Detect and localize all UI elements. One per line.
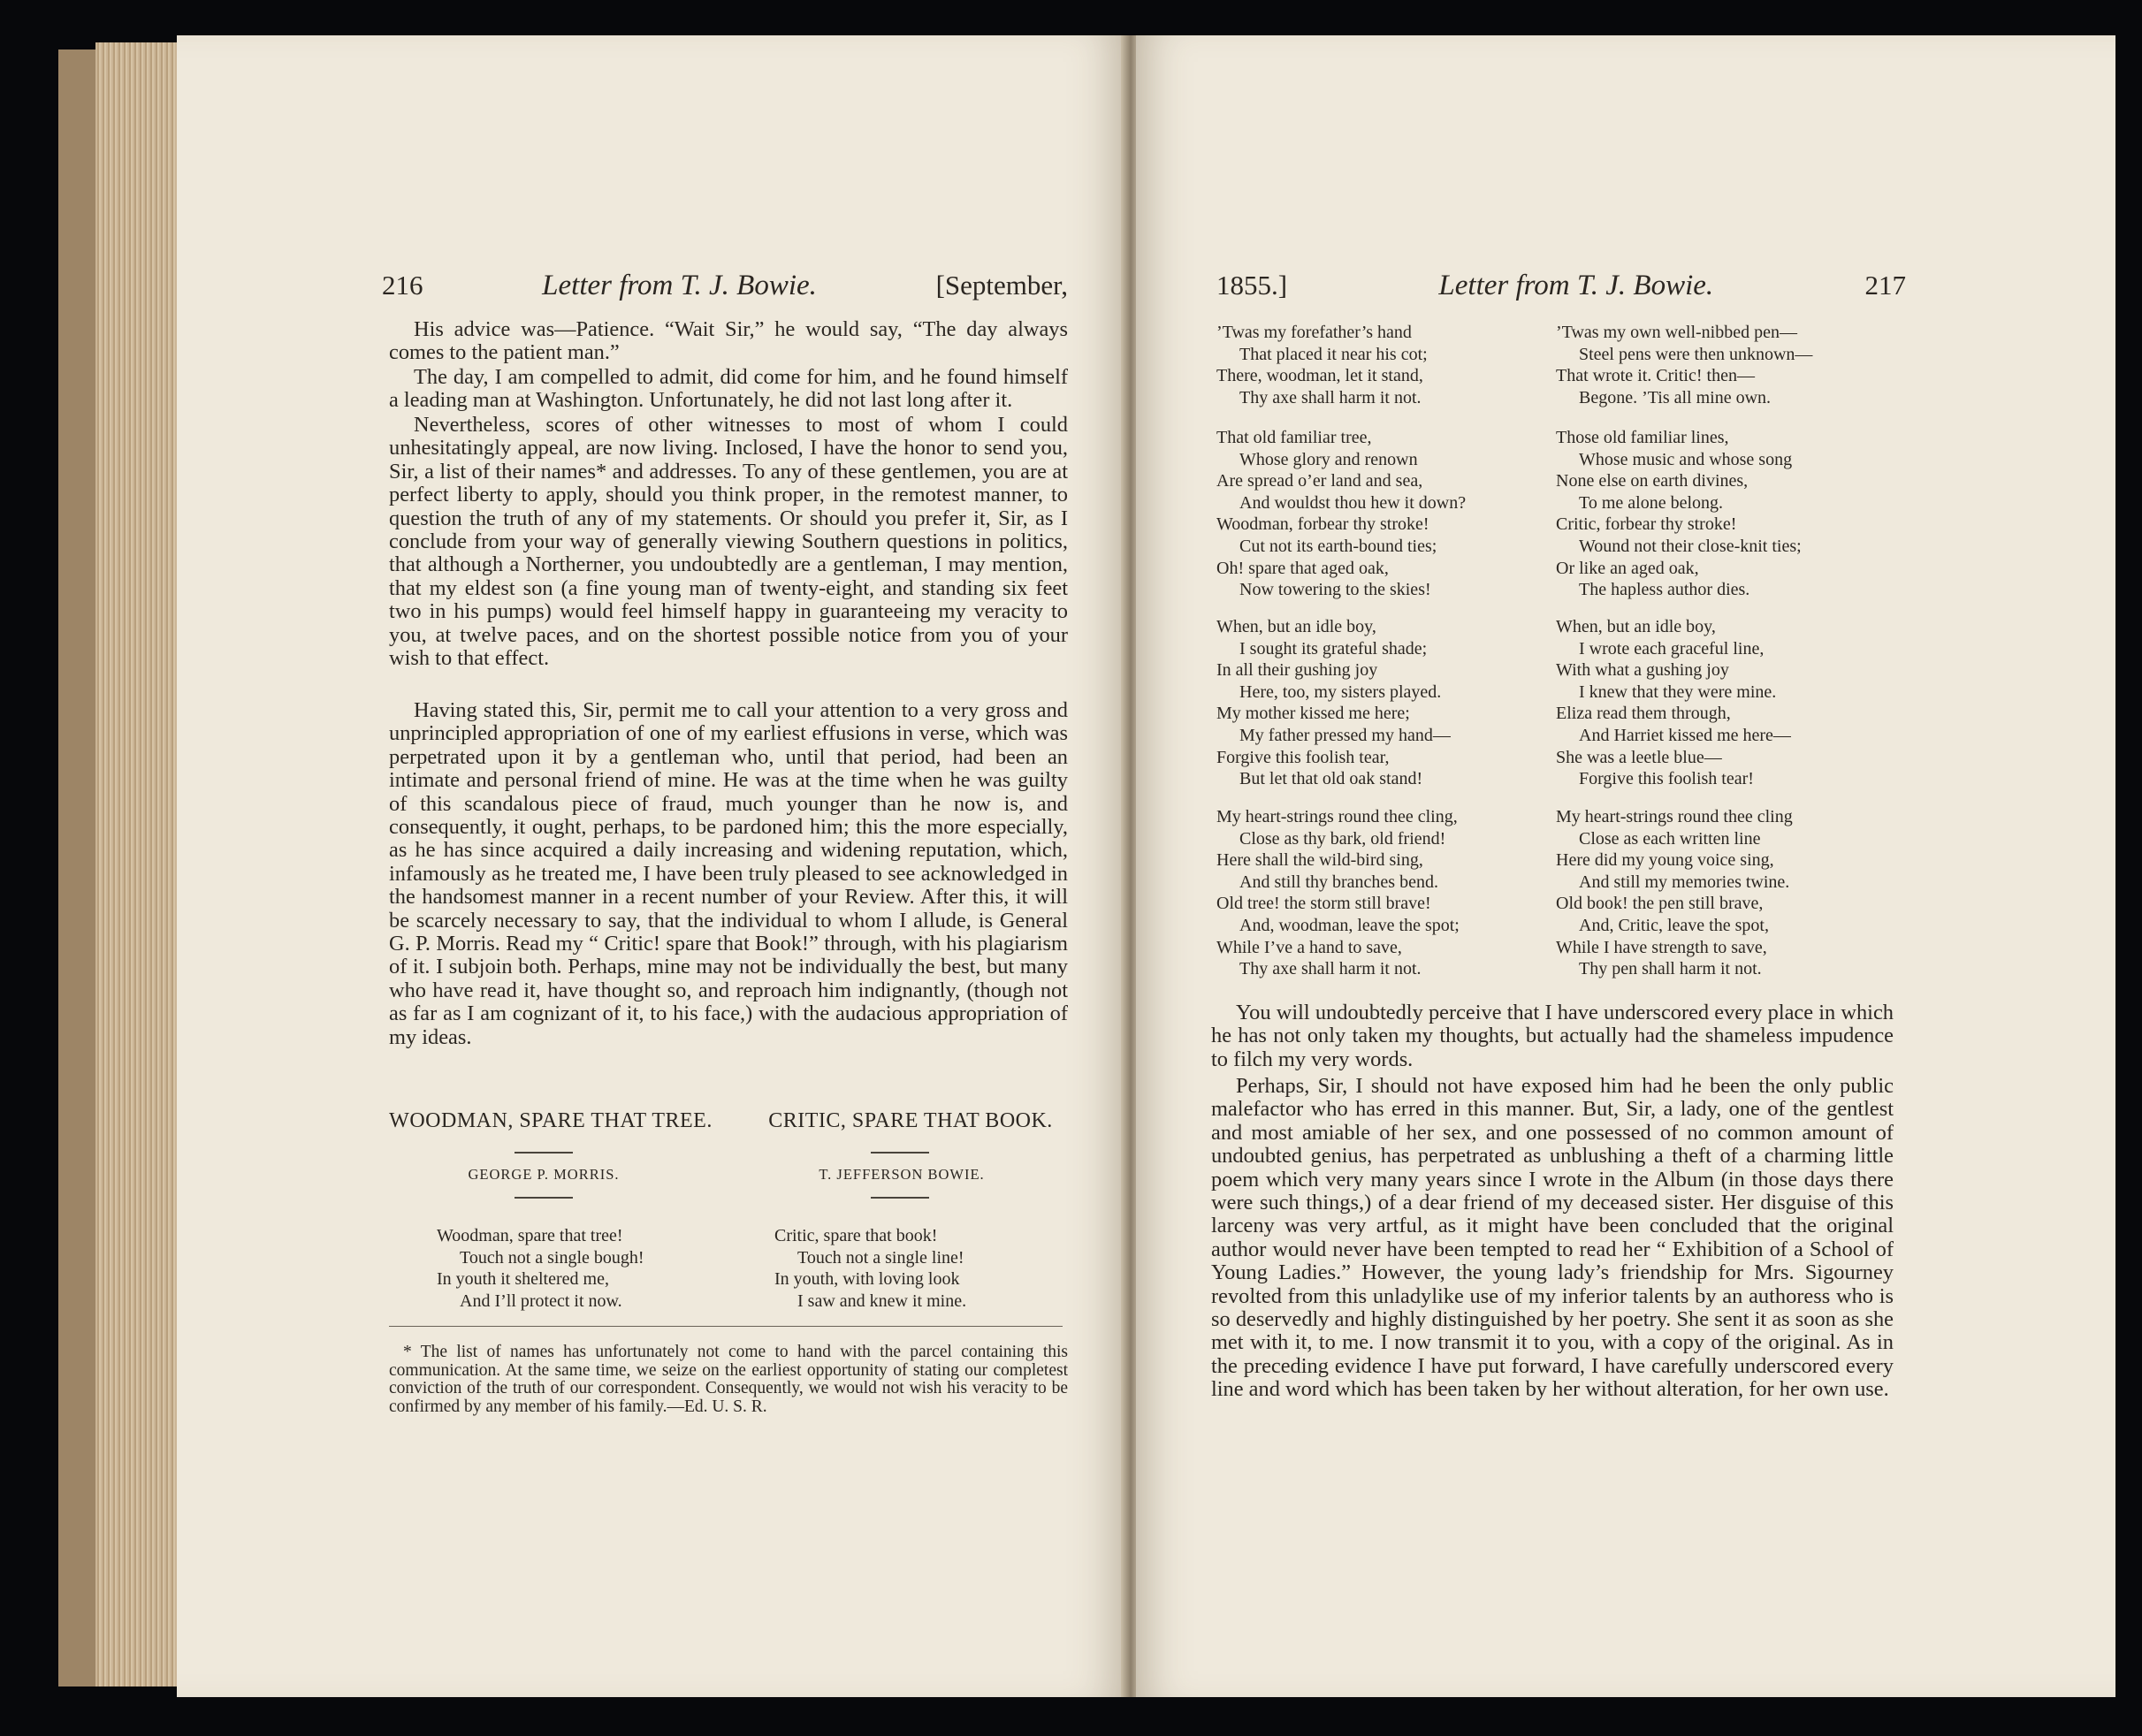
verse-line: Here did my young voice sing,: [1556, 850, 1774, 871]
verse-line: To me alone belong.: [1579, 492, 1723, 513]
verse-line: Here, too, my sisters played.: [1239, 681, 1442, 702]
verse-line: My mother kissed me here;: [1216, 704, 1410, 724]
verse-line: Critic, spare that book!: [774, 1226, 938, 1245]
verse-line: And wouldst thou hew it down?: [1239, 492, 1467, 513]
poem-author-bowie: T. JEFFERSON BOWIE.: [819, 1166, 985, 1183]
left-paragraph-2: The day, I am compelled to admit, did come for him, and he found himself a leading man at Washington. Unfortunately, he did not last long after it.: [389, 365, 1068, 413]
page-fore-edge: [95, 42, 186, 1687]
verse-line: Thy pen shall harm it not.: [1579, 959, 1762, 979]
verse-line: And Harriet kissed me here—: [1579, 725, 1791, 745]
verse-line: Woodman, spare that tree!: [437, 1226, 623, 1245]
left-running-date: [September,: [935, 270, 1068, 301]
verse-line: And, woodman, leave the spot;: [1239, 915, 1460, 935]
verse-line: And I’ll protect it now.: [460, 1291, 622, 1311]
verse-line: Here shall the wild-bird sing,: [1216, 850, 1423, 871]
poem-rule: [515, 1197, 573, 1199]
verse-line: I saw and knew it mine.: [797, 1291, 967, 1311]
poem-author-morris: GEORGE P. MORRIS.: [468, 1166, 620, 1183]
verse-line: Whose glory and renown: [1239, 449, 1418, 469]
verse-line: Critic, forbear thy stroke!: [1556, 514, 1737, 535]
verse-line: Forgive this foolish tear!: [1579, 769, 1754, 789]
right-paragraph-1: You will undoubtedly perceive that I have underscored every place in which he has not only taken my thoughts, but actually had the shameless impudence to filch my very words.: [1211, 1001, 1894, 1071]
verse-line: I sought its grateful shade;: [1239, 638, 1428, 659]
verse-line: I wrote each graceful line,: [1579, 638, 1765, 659]
verse-line: And still thy branches bend.: [1239, 872, 1438, 892]
verse-line: In all their gushing joy: [1216, 660, 1378, 681]
verse-line: Those old familiar lines,: [1556, 428, 1729, 447]
stanza-morris-4: [1216, 806, 1460, 980]
verse-line: When, but an idle boy,: [1216, 617, 1376, 636]
verse-line: That placed it near his cot;: [1239, 344, 1428, 364]
verse-line: But let that old oak stand!: [1239, 769, 1423, 789]
verse-line: In youth, with loving look: [774, 1269, 960, 1290]
verse-line: That old familiar tree,: [1216, 428, 1372, 447]
verse-line: None else on earth divines,: [1556, 471, 1749, 491]
verse-line: ’Twas my own well-nibbed pen—: [1556, 323, 1797, 342]
left-paragraph-3: Nevertheless, scores of other witnesses to most of whom I could unhesitatingly appeal, are now living. Inclosed, I have the honor to send you, Sir, a list of their names* and addresses. To any of these gentlemen, you are at perfect liberty to apply, should you think proper, in the remotest manner, to question the truth of any of my statements. Or should you prefer it, Sir, as I conclude from your way of generally viewing Southern questions in politics, that although a Northerner, you undoubtedly are a gentleman, I may mention, that my eldest son (a fine young man of twenty-eight, and standing six feet two in his pumps) would feel himself happy in guaranteeing my veracity to you, at twelve paces, and on the shortest possible notice from you of your wish to that effect.: [389, 413, 1068, 671]
right-running-date: 1855.]: [1216, 270, 1288, 301]
verse-line: Wound not their close-knit ties;: [1579, 536, 1802, 556]
verse-line: Old book! the pen still brave,: [1556, 894, 1764, 914]
verse-line: When, but an idle boy,: [1556, 617, 1716, 636]
verse-line: Cut not its earth-bound ties;: [1239, 536, 1437, 556]
stanza-bowie-2: [1556, 427, 1802, 601]
verse-line: Steel pens were then unknown—: [1579, 344, 1813, 364]
verse-line: Oh! spare that aged oak,: [1216, 558, 1389, 578]
verse-line: Old tree! the storm still brave!: [1216, 894, 1431, 914]
poem-title-critic: CRITIC, SPARE THAT BOOK.: [768, 1109, 1053, 1132]
verse-line: Woodman, forbear thy stroke!: [1216, 514, 1429, 535]
verse-line: Whose music and whose song: [1579, 449, 1793, 469]
right-running-head: [1216, 270, 1906, 302]
verse-line: ’Twas my forefather’s hand: [1216, 323, 1412, 342]
verse-line: And still my memories twine.: [1579, 872, 1790, 892]
verse-line: Close as each written line: [1579, 828, 1761, 849]
verse-line: There, woodman, let it stand,: [1216, 366, 1423, 386]
verse-line: My heart-strings round thee cling,: [1216, 807, 1458, 826]
stanza-bowie-1: [1556, 322, 1812, 408]
verse-line: Close as thy bark, old friend!: [1239, 828, 1446, 849]
left-running-head: [382, 270, 1068, 302]
verse-line: Begone. ’Tis all mine own.: [1579, 387, 1772, 407]
stanza-morris-1: [1216, 322, 1428, 408]
stanza-critic-opening: [774, 1225, 966, 1312]
right-page-number: 217: [1864, 270, 1906, 301]
verse-line: With what a gushing joy: [1556, 660, 1729, 681]
stanza-woodman-opening: [437, 1225, 644, 1312]
right-running-title: Letter from T. J. Bowie.: [1438, 270, 1714, 301]
stanza-bowie-4: [1556, 806, 1793, 980]
stanza-bowie-3: [1556, 616, 1791, 790]
verse-line: Now towering to the skies!: [1239, 580, 1431, 600]
left-page-number: 216: [382, 270, 423, 301]
verse-line: In youth it sheltered me,: [437, 1269, 609, 1290]
verse-line: Touch not a single bough!: [460, 1247, 644, 1268]
verse-line: I knew that they were mine.: [1579, 681, 1777, 702]
left-paragraph-1: His advice was—Patience. “Wait Sir,” he would say, “The day always comes to the patient man.”: [389, 317, 1068, 365]
verse-line: That wrote it. Critic! then—: [1556, 366, 1755, 386]
poem-rule: [515, 1152, 573, 1154]
verse-line: Thy axe shall harm it not.: [1239, 387, 1422, 407]
stanza-morris-3: [1216, 616, 1451, 790]
verse-line: Forgive this foolish tear,: [1216, 747, 1390, 767]
stanza-morris-2: [1216, 427, 1466, 601]
left-paragraph-4: Having stated this, Sir, permit me to call your attention to a very gross and unprincipled appropriation of one of my earliest effusions in verse, which was perpetrated upon it by a gentleman who, until that period, had been an intimate and personal friend of mine. He was at the time when he was guilty of this scandalous piece of fraud, much younger than he now is, and consequently, it ought, perhaps, to be pardoned him; this the more especially, as he has since acquired a daily increasing and widening reputation, which, infamously as he treated me, I have been truly pleased to see acknowledged in the handsomest manner in a recent number of your Review. After this, it will be scarcely necessary to say, that the individual to whom I allude, is General G. P. Morris. Read my “ Critic! spare that Book!” through, with his plagiarism of it. I subjoin both. Perhaps, mine may not be individually the best, but many who have read it, have thought so, and reproach him indignantly, (though not as far as I am cognizant of it, to his face,) with the audacious appropriation of my ideas.: [389, 698, 1068, 1049]
verse-line: She was a leetle blue—: [1556, 747, 1722, 767]
verse-line: Touch not a single line!: [797, 1247, 964, 1268]
verse-line: My father pressed my hand—: [1239, 725, 1451, 745]
right-paragraph-2: Perhaps, Sir, I should not have exposed him had he been the only public malefactor who has erred in this manner. But, Sir, a lady, one of the gentlest and most amiable of her sex, and one possessed of no common amount of undoubted genius, has perpetrated as unblushing a theft of a charming little poem which very many years since I wrote in the Album (in those days there were such things,) of a dear friend of my deceased sister. Her disguise of this larceny was very artful, as it might have been concluded that the original author would never have been tempted to read her “ Exhibition of a School of Young Ladies.” However, the young lady’s friendship for Mrs. Sigourney revolted from this unladylike use of my inferior talents by an authoress who is so deservedly and highly distinguished by her poetry. She sent it as soon as she met with it, to me. I now transmit it to you, with a copy of the original. As in the preceding evidence I have put forward, I have carefully underscored every line and word which has been taken by her without alteration, for her own use.: [1211, 1074, 1894, 1402]
poem-rule: [871, 1152, 929, 1154]
verse-line: Thy axe shall harm it not.: [1239, 959, 1422, 979]
footnote: * The list of names has unfortunately not come to hand with the parcel containing this communication. At the same time, we seize on the earliest opportunity of stating our completest conviction of the truth of our correspondent. Consequently, we would not wish his veracity to be confirmed by any member of his family.—Ed. U. S. R.: [389, 1343, 1068, 1416]
left-running-title: Letter from T. J. Bowie.: [542, 270, 817, 301]
verse-line: And, Critic, leave the spot,: [1579, 915, 1769, 935]
verse-line: Are spread o’er land and sea,: [1216, 471, 1423, 491]
verse-line: While I have strength to save,: [1556, 937, 1767, 957]
footnote-rule: [389, 1326, 1063, 1327]
poem-rule: [871, 1197, 929, 1199]
verse-line: While I’ve a hand to save,: [1216, 937, 1402, 957]
verse-line: My heart-strings round thee cling: [1556, 807, 1793, 826]
poem-title-woodman: WOODMAN, SPARE THAT TREE.: [389, 1109, 713, 1132]
verse-line: Or like an aged oak,: [1556, 558, 1699, 578]
verse-line: The hapless author dies.: [1579, 580, 1750, 600]
verse-line: Eliza read them through,: [1556, 704, 1731, 724]
